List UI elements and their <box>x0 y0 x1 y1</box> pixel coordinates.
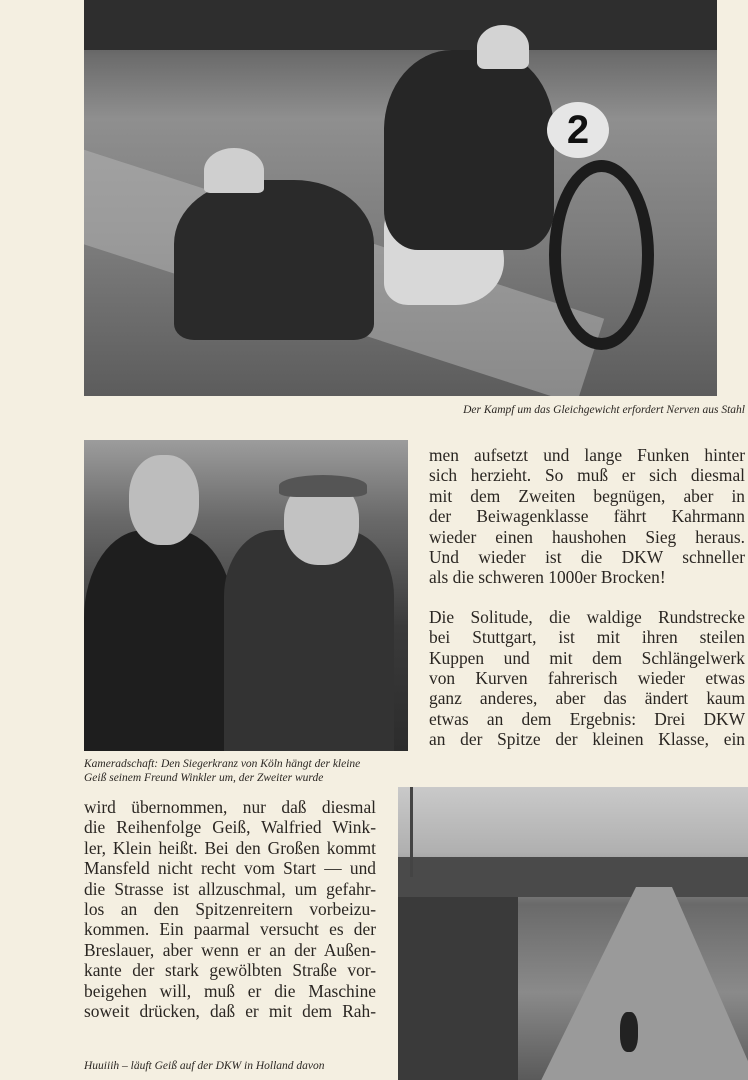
spectators <box>398 897 518 1080</box>
text-line: Die Solitude, die waldige Rundstrecke <box>429 606 745 627</box>
helmet <box>477 25 529 69</box>
text-line: Kuppen und mit dem Schlängelwerk <box>429 647 745 668</box>
text-line: soweit drücken, daß er mit dem Rah- <box>84 1000 376 1021</box>
motorcycle-wheel <box>549 160 654 350</box>
text-line: kommen. Ein paarmal versucht es der <box>84 919 376 940</box>
text-line: an der Spitze der kleinen Klasse, ein <box>429 729 745 750</box>
rider-face <box>129 455 199 545</box>
text-line: men aufsetzt und lange Funken hinter <box>429 445 745 465</box>
number-plate: 2 <box>547 102 609 158</box>
caption-middle-line: Kameradschaft: Den Siegerkranz von Köln hängt der kleine <box>84 758 361 770</box>
paragraph <box>429 445 745 588</box>
text-line: Breslauer, aber wenn er an der Außen- <box>84 939 376 960</box>
motorcycle-rider <box>620 1012 638 1052</box>
text-line: von Kurven fahrerisch wieder etwas <box>429 667 745 688</box>
text-line: mit dem Zweiten begnügen, aber in <box>429 485 745 506</box>
rider <box>384 50 554 250</box>
race-road <box>528 887 748 1080</box>
article-column-left <box>84 797 376 1021</box>
text-line: sich herzieht. So muß er sich diesmal <box>429 465 745 486</box>
caption-middle-line: Geiß seinem Freund Winkler um, der Zweiter wurde <box>84 772 324 784</box>
photo-race-track-holland <box>398 787 748 1080</box>
text-line: etwas an dem Ergebnis: Drei DKW <box>429 708 745 729</box>
paragraph <box>429 607 745 750</box>
text-line: ganz anderes, aber das ändert kaum <box>429 688 745 709</box>
text-line: bei Stuttgart, ist mit ihren steilen <box>429 627 745 648</box>
flag-pole <box>410 787 413 877</box>
laurel-wreath <box>84 530 234 751</box>
text-line: ler, Klein heißt. Bei den Großen kommt <box>84 837 376 858</box>
caption-bottom: Huuiiih – läuft Geiß auf der DKW in Holland davon <box>84 1060 325 1072</box>
spectator-crowd <box>84 0 717 50</box>
caption-top: Der Kampf um das Gleichgewicht erfordert Nerven aus Stahl <box>463 404 745 416</box>
text-line: wird übernommen, nur daß diesmal <box>84 797 376 817</box>
helmet <box>204 148 264 193</box>
text-line: Mansfeld nicht recht vom Start — und <box>84 858 376 879</box>
caption-middle <box>84 757 360 785</box>
article-column-right <box>429 445 745 749</box>
text-line: als die schweren 1000er Brocken! <box>429 567 666 588</box>
photo-sidecar-race <box>84 0 717 396</box>
text-line: Und wieder ist die DKW schneller <box>429 546 745 567</box>
text-line: wieder einen haushohen Sieg heraus. <box>429 526 745 547</box>
text-line: los an den Spitzenreitern vorbeizu- <box>84 898 376 919</box>
text-line: die Strasse ist allzuschmal, um gefahr- <box>84 878 376 899</box>
photo-winners-wreath <box>84 440 408 751</box>
text-line: kante der stark gewölbten Straße vor- <box>84 960 376 981</box>
sidecar-passenger <box>174 180 374 340</box>
cap <box>279 475 367 497</box>
text-line: die Reihenfolge Geiß, Walfried Wink- <box>84 817 376 838</box>
text-line: der Beiwagenklasse fährt Kahrmann <box>429 506 745 527</box>
text-line: beigehen will, muß er die Maschine <box>84 980 376 1001</box>
grandstand <box>398 857 748 897</box>
